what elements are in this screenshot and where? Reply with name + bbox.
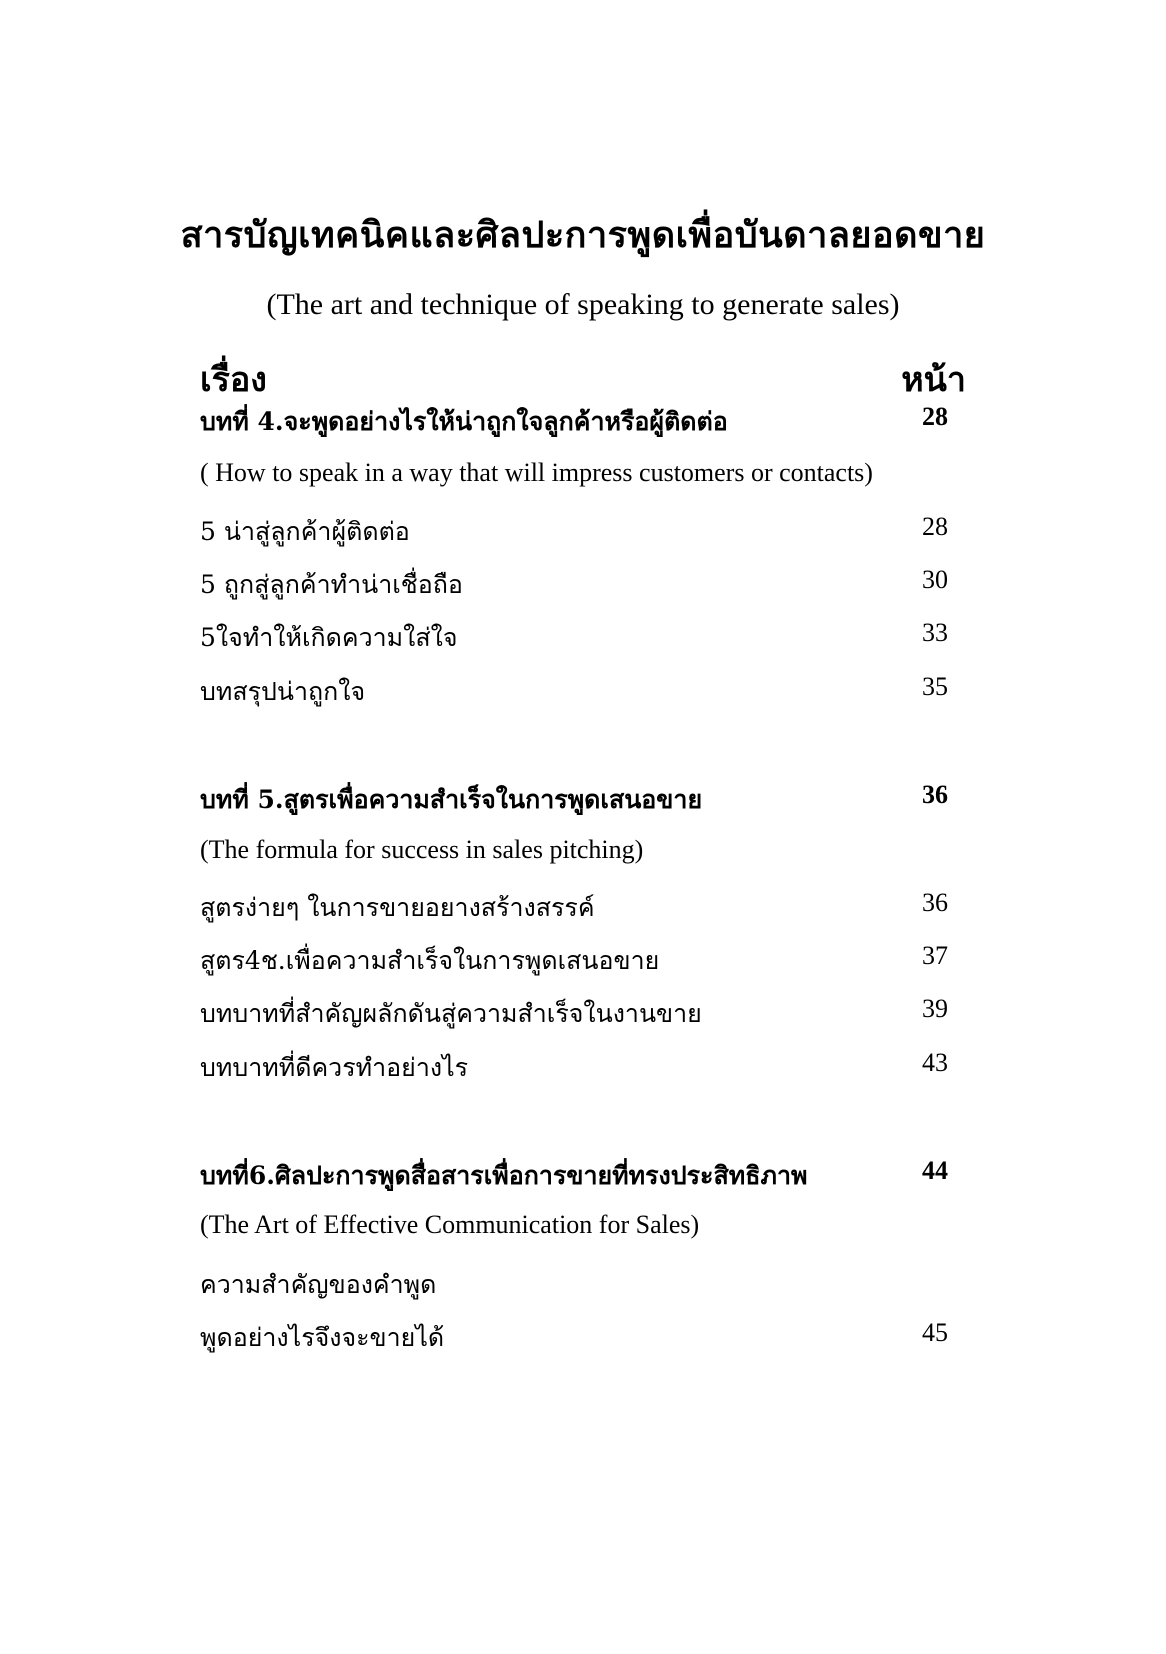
topic-header: เรื่อง <box>200 360 267 400</box>
toc-item <box>200 1318 960 1358</box>
page-number: 28 <box>922 402 948 431</box>
chapter-heading <box>200 402 960 442</box>
chapter-english-title: ( How to speak in a way that will impress customers or contacts) <box>200 458 873 487</box>
page-number: 28 <box>922 512 948 541</box>
chapter-title: บทที่ 4.จะพูดอย่างไรให้น่าถูกใจลูกค้าหรือผู้ติดต่อ <box>200 407 728 436</box>
chapter-heading <box>200 780 960 820</box>
item-title: บทบาทที่ดีควรทำอย่างไร <box>200 1053 469 1082</box>
item-title: ความสำคัญของคำพูด <box>200 1270 437 1299</box>
page-header: หน้า <box>901 360 966 400</box>
page-number: 44 <box>922 1156 948 1185</box>
chapter-english-title: (The formula for success in sales pitching) <box>200 835 644 864</box>
page-number: 43 <box>922 1048 948 1077</box>
page-number: 36 <box>922 780 948 809</box>
toc-item <box>200 994 960 1034</box>
item-title: บทบาทที่สำคัญผลักดันสู่ความสำเร็จในงานขาย <box>200 999 702 1028</box>
toc-item <box>200 618 960 658</box>
chapter-english <box>200 458 960 498</box>
chapter-title: บทที่6.ศิลปะการพูดสื่อสารเพื่อการขายที่ทรงประสิทธิภาพ <box>200 1161 808 1190</box>
page-number: 35 <box>922 672 948 701</box>
toc-item <box>200 941 960 981</box>
chapter-english <box>200 835 960 875</box>
chapter-english <box>200 1210 960 1250</box>
toc-item <box>200 512 960 552</box>
page-number: 37 <box>922 941 948 970</box>
item-title: 5 น่าสู่ลูกค้าผู้ติดต่อ <box>200 517 410 546</box>
toc-item <box>200 672 960 712</box>
page-number: 33 <box>922 618 948 647</box>
page-number: 36 <box>922 888 948 917</box>
toc-header <box>200 352 966 398</box>
toc-item <box>200 888 960 928</box>
page-number: 39 <box>922 994 948 1023</box>
toc-item <box>200 1048 960 1088</box>
item-title: สูตร4ช.เพื่อความสำเร็จในการพูดเสนอขาย <box>200 946 660 975</box>
page-title: สารบัญเทคนิคและศิลปะการพูดเพื่อบันดาลยอดขาย <box>180 214 986 256</box>
item-title: พูดอย่างไรจึงจะขายได้ <box>200 1323 445 1352</box>
page-number: 45 <box>922 1318 948 1347</box>
page-subtitle: (The art and technique of speaking to generate sales) <box>266 288 900 321</box>
page-number: 30 <box>922 565 948 594</box>
chapter-heading <box>200 1156 960 1196</box>
toc-item <box>200 1265 960 1305</box>
chapter-english-title: (The Art of Effective Communication for Sales) <box>200 1210 700 1239</box>
item-title: 5 ถูกสู่ลูกค้าทำน่าเชื่อถือ <box>200 570 463 599</box>
item-title: สูตรง่ายๆ ในการขายอยางสร้างสรรค์ <box>200 893 595 922</box>
chapter-title: บทที่ 5.สูตรเพื่อความสำเร็จในการพูดเสนอขาย <box>200 785 703 814</box>
toc-item <box>200 565 960 605</box>
item-title: บทสรุปน่าถูกใจ <box>200 677 366 706</box>
item-title: 5ใจทำให้เกิดความใส่ใจ <box>200 623 458 652</box>
